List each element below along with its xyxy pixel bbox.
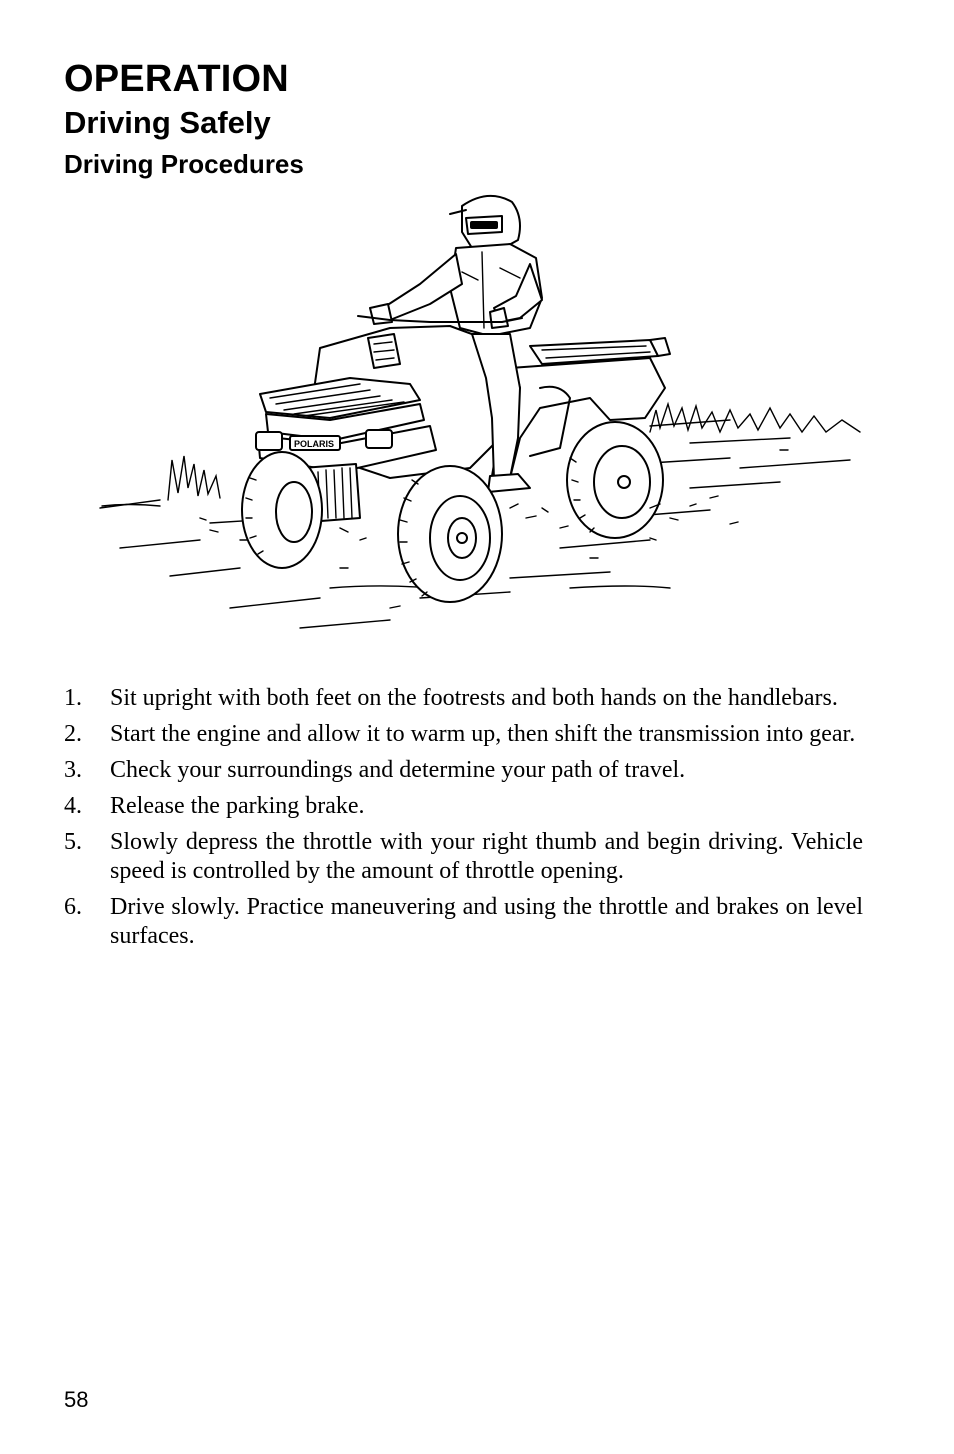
step-number: 1. [64, 685, 82, 711]
list-item [64, 684, 863, 713]
step-number: 6. [64, 894, 82, 920]
step-number: 2. [64, 721, 82, 747]
step-text: Slowly depress the throttle with your right thumb and begin driving. Vehicle speed is controlled by the amount of throttle opening. [110, 829, 863, 884]
brand-logo: POLARIS [294, 439, 335, 449]
section-heading: OPERATION [64, 58, 289, 100]
step-text: Release the parking brake. [110, 793, 365, 819]
procedure-steps [64, 684, 863, 958]
list-item [64, 720, 863, 749]
step-number: 4. [64, 793, 82, 819]
step-text: Sit upright with both feet on the footrests and both hands on the handlebars. [110, 685, 838, 711]
rear-wheel [567, 422, 663, 538]
page-subtitle: Driving Procedures [64, 149, 304, 179]
step-text: Drive slowly. Practice maneuvering and using the throttle and brakes on level surfaces. [110, 894, 863, 949]
step-number: 3. [64, 757, 82, 783]
atv-rider-illustration [90, 188, 870, 638]
page-title: Driving Safely [64, 105, 271, 140]
page-number: 58 [64, 1387, 89, 1412]
list-item [64, 756, 863, 785]
front-left-wheel [242, 452, 322, 568]
list-item [64, 792, 863, 821]
step-number: 5. [64, 829, 82, 855]
list-item [64, 893, 863, 951]
step-text: Start the engine and allow it to warm up, then shift the transmission into gear. [110, 721, 856, 747]
list-item [64, 828, 863, 886]
front-right-wheel [398, 466, 502, 602]
step-text: Check your surroundings and determine your path of travel. [110, 757, 686, 783]
